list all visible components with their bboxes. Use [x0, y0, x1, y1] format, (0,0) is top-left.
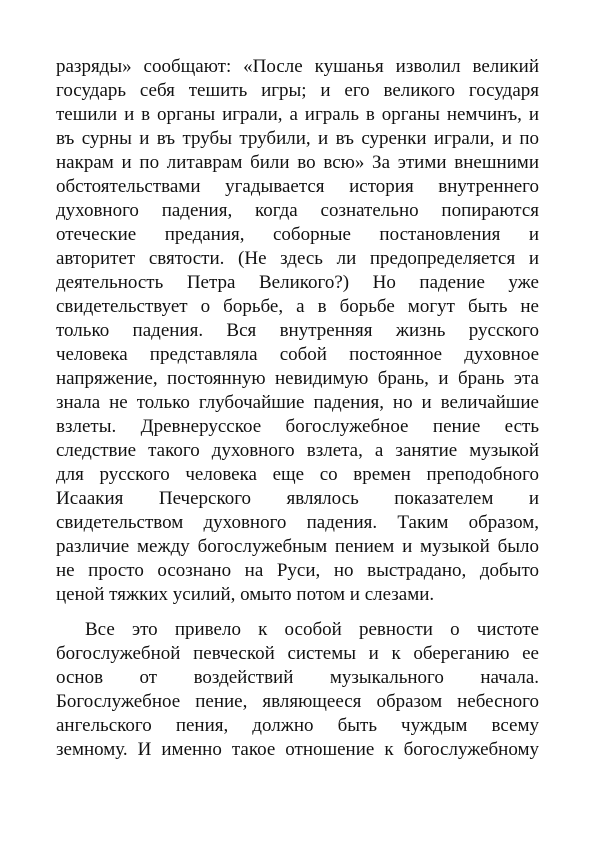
document-page — [56, 55, 539, 762]
paragraph-1 — [56, 55, 539, 607]
text-line: богослужебной певческой системы и к оберeганию ее — [56, 643, 539, 664]
text-line: следствие такого духовного взлета, а занятие музыкой — [56, 440, 539, 461]
text-line: тешили и в органы играли, а играль в органы немчинъ, и — [56, 104, 539, 125]
text-line: отеческие предания, соборные постановления и — [56, 224, 539, 245]
text-line: различие между богослужебным пением и музыкой было — [56, 536, 539, 557]
paragraph-2 — [56, 618, 539, 762]
text-line: Исаакия Печерского являлось показателем и — [56, 488, 539, 509]
text-line: Богослужебное пение, являющееся образом небесного — [56, 691, 539, 712]
text-line: человека представляла собой постоянное духовное — [56, 344, 539, 365]
text-line: не просто осознано на Руси, но выстрадано, добыто — [56, 560, 539, 581]
text-line: ангельского пения, должно быть чуждым всему — [56, 715, 539, 736]
text-line: свидетельствует о борьбе, а в борьбе могут быть не — [56, 296, 539, 317]
text-line: свидетельством духовного падения. Таким образом, — [56, 512, 539, 533]
text-line: ценой тяжких усилий, омыто потом и слезами. — [56, 584, 435, 605]
text-line: обстоятельствами угадывается история внутреннего — [56, 176, 539, 197]
text-line: въ сурны и въ трубы трубили, и въ суренки играли, и по — [56, 128, 539, 149]
text-line: государь себя тешить игры; и его великого государя — [56, 80, 539, 101]
text-line: авторитет святости. (Не здесь ли предопределяется и — [56, 248, 539, 269]
text-line: деятельность Петра Великого?) Но падение уже — [56, 272, 539, 293]
text-line: основ от воздействий музыкального начала. — [56, 667, 539, 688]
text-line: для русского человека еще со времен преподобного — [56, 464, 539, 485]
text-line: духовного падения, когда сознательно попираются — [56, 200, 539, 221]
text-line: знала не только глубочайшие падения, но и величайшие — [56, 392, 539, 413]
text-line: напряжение, постоянную невидимую брань, и брань эта — [56, 368, 539, 389]
paragraph-spacer — [56, 607, 539, 618]
text-line: взлеты. Древнерусское богослужебное пение есть — [56, 416, 539, 437]
text-line: Все это привело к особой ревности о чистоте — [85, 619, 539, 640]
text-line: земному. И именно такое отношение к богослужебному — [56, 739, 539, 760]
text-line: накрам и по литаврам били во всю» За этими внешними — [56, 152, 539, 173]
text-line: только падения. Вся внутренняя жизнь русского — [56, 320, 539, 341]
text-line: разряды» сообщают: «После кушанья изволил великий — [56, 56, 539, 77]
